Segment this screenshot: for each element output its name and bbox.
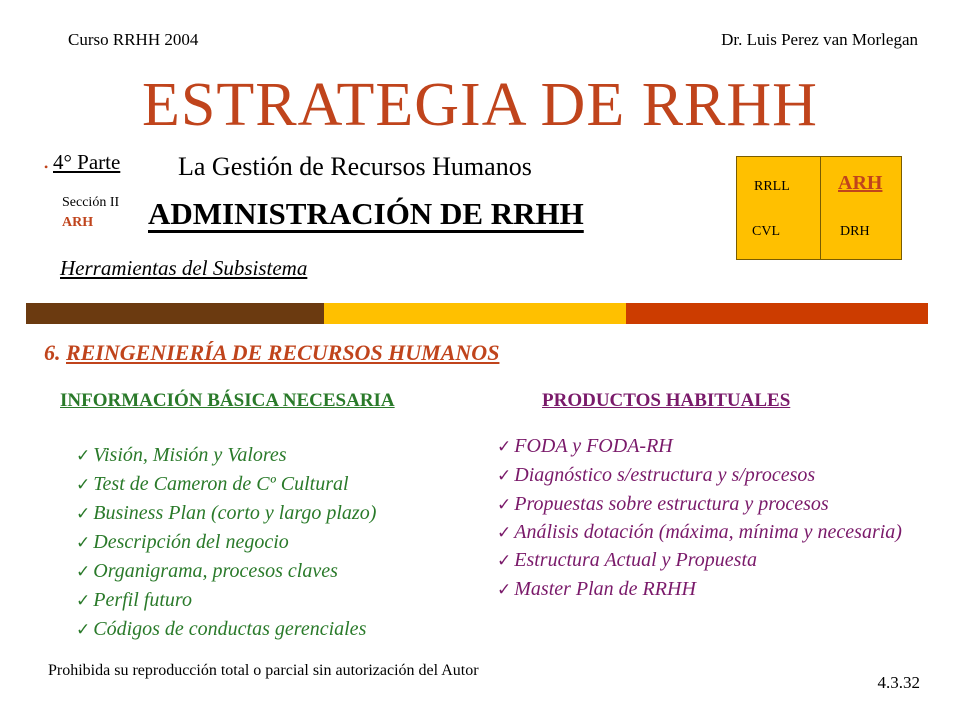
check-icon: ✓ bbox=[497, 523, 512, 542]
check-icon: ✓ bbox=[76, 446, 91, 465]
list-item: ✓ Master Plan de RRHH bbox=[497, 578, 696, 600]
products-heading: PRODUCTOS HABITUALES bbox=[542, 390, 791, 411]
copyright-notice: Prohibida su reproducción total o parcial sin autorización del Autor bbox=[48, 662, 479, 679]
check-icon: ✓ bbox=[497, 495, 512, 514]
part-label: 4° Parte bbox=[53, 150, 121, 174]
list-item: ✓ Visión, Misión y Valores bbox=[76, 444, 287, 466]
list-item: ✓ Perfil futuro bbox=[76, 589, 192, 611]
check-icon: ✓ bbox=[76, 562, 91, 581]
grid-cell-arh: ARH bbox=[838, 172, 883, 194]
grid-cell-drh: DRH bbox=[840, 224, 870, 239]
grid-cell-rrll: RRLL bbox=[754, 179, 790, 194]
check-icon: ✓ bbox=[497, 437, 512, 456]
list-item: ✓ Business Plan (corto y largo plazo) bbox=[76, 502, 377, 524]
check-icon: ✓ bbox=[497, 580, 512, 599]
section-label bbox=[62, 193, 119, 233]
list-item: ✓ FODA y FODA-RH bbox=[497, 435, 673, 457]
tools-subtitle: Herramientas del Subsistema bbox=[60, 256, 308, 280]
check-icon: ✓ bbox=[76, 504, 91, 523]
check-icon: ✓ bbox=[76, 475, 91, 494]
list-item: ✓ Códigos de conductas gerenciales bbox=[76, 618, 367, 640]
check-icon: ✓ bbox=[76, 591, 91, 610]
admin-title: ADMINISTRACIÓN DE RRHH bbox=[148, 196, 584, 231]
check-icon: ✓ bbox=[497, 551, 512, 570]
section-number: Sección II bbox=[62, 195, 120, 210]
check-icon: ✓ bbox=[76, 533, 91, 552]
check-icon: ✓ bbox=[76, 620, 91, 639]
list-item: ✓ Propuestas sobre estructura y procesos bbox=[497, 493, 829, 515]
bullet-icon: • bbox=[44, 160, 49, 174]
list-item: ✓ Análisis dotación (máxima, mínima y necesaria) bbox=[497, 521, 902, 543]
section-title bbox=[44, 340, 499, 366]
list-item: ✓ Estructura Actual y Propuesta bbox=[497, 549, 758, 571]
topic-heading: La Gestión de Recursos Humanos bbox=[178, 152, 532, 181]
list-item: ✓ Test de Cameron de Cº Cultural bbox=[76, 473, 349, 495]
color-band-orange bbox=[626, 303, 928, 324]
info-list bbox=[76, 441, 376, 644]
section-title-text: REINGENIERÍA DE RECURSOS HUMANOS bbox=[66, 340, 500, 365]
page-number: 4.3.32 bbox=[877, 673, 920, 692]
author-label: Dr. Luis Perez van Morlegan bbox=[721, 30, 918, 49]
course-label: Curso RRHH 2004 bbox=[68, 30, 199, 49]
list-item: ✓ Diagnóstico s/estructura y s/procesos bbox=[497, 464, 816, 486]
products-list bbox=[497, 432, 937, 604]
check-icon: ✓ bbox=[497, 466, 512, 485]
info-heading: INFORMACIÓN BÁSICA NECESARIA bbox=[60, 390, 395, 411]
page-title: ESTRATEGIA DE RRHH bbox=[142, 71, 818, 139]
section-code: ARH bbox=[62, 215, 94, 230]
list-item: ✓ Descripción del negocio bbox=[76, 531, 289, 553]
section-title-number: 6. bbox=[44, 340, 61, 365]
grid-cell-cvl: CVL bbox=[752, 224, 780, 239]
grid-divider bbox=[820, 156, 821, 260]
list-item: ✓ Organigrama, procesos claves bbox=[76, 560, 338, 582]
color-band-yellow bbox=[324, 303, 626, 324]
color-band-brown bbox=[26, 303, 324, 324]
